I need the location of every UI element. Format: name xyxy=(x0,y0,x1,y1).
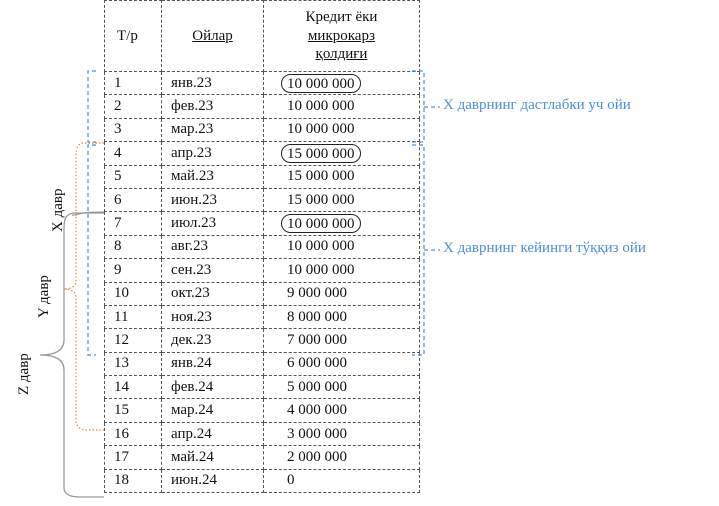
row-balance-cell xyxy=(264,399,420,422)
row-number: 15 xyxy=(105,399,162,422)
row-number: 11 xyxy=(105,305,162,328)
header-balance-line3: қолдиғи xyxy=(315,46,368,63)
row-month: апр.23 xyxy=(162,142,264,165)
row-number: 8 xyxy=(105,235,162,258)
balance-value: 6 000 000 xyxy=(287,355,347,372)
table-header-row xyxy=(105,1,420,72)
table-row xyxy=(105,352,420,375)
row-number: 2 xyxy=(105,95,162,118)
row-month: июл.23 xyxy=(162,212,264,235)
table-row xyxy=(105,142,420,165)
x-period-label: X давр xyxy=(50,188,66,232)
row-number: 6 xyxy=(105,188,162,211)
row-month: мар.24 xyxy=(162,399,264,422)
row-number: 10 xyxy=(105,282,162,305)
row-balance-cell xyxy=(264,469,420,492)
header-months xyxy=(162,1,264,72)
z-period-label: Z давр xyxy=(16,353,32,395)
row-number: 4 xyxy=(105,142,162,165)
balance-value: 15 000 000 xyxy=(287,191,355,208)
balance-value: 9 000 000 xyxy=(287,285,347,302)
row-month: окт.23 xyxy=(162,282,264,305)
balance-value: 5 000 000 xyxy=(287,378,347,395)
balance-value: 10 000 000 xyxy=(287,121,355,138)
row-number: 3 xyxy=(105,118,162,141)
row-month: июн.24 xyxy=(162,469,264,492)
row-month: май.23 xyxy=(162,165,264,188)
table-row xyxy=(105,422,420,445)
row-month: сен.23 xyxy=(162,259,264,282)
row-number: 14 xyxy=(105,376,162,399)
row-number: 1 xyxy=(105,72,162,95)
row-balance-cell xyxy=(264,72,420,95)
row-balance-cell xyxy=(264,446,420,469)
circled-balance-value: 15 000 000 xyxy=(281,144,361,163)
x-first-three-note: X даврнинг дастлабки уч ойи xyxy=(443,97,631,113)
circled-balance-value: 10 000 000 xyxy=(281,214,361,233)
table-row xyxy=(105,118,420,141)
y-period-label: Y давр xyxy=(36,275,52,318)
header-number: Т/р xyxy=(105,1,162,72)
balance-value: 15 000 000 xyxy=(287,168,355,185)
balance-value: 2 000 000 xyxy=(287,448,347,465)
table-row xyxy=(105,212,420,235)
table-body xyxy=(105,72,420,493)
row-balance-cell xyxy=(264,305,420,328)
row-balance-cell xyxy=(264,95,420,118)
row-month: янв.24 xyxy=(162,352,264,375)
row-number: 7 xyxy=(105,212,162,235)
row-month: апр.24 xyxy=(162,422,264,445)
balance-value: 0 xyxy=(287,472,295,489)
row-balance-cell xyxy=(264,212,420,235)
row-balance-cell xyxy=(264,282,420,305)
table-row xyxy=(105,329,420,352)
table-row xyxy=(105,282,420,305)
z-period-bracket xyxy=(40,213,104,497)
table-row xyxy=(105,259,420,282)
table-row xyxy=(105,165,420,188)
table-row xyxy=(105,235,420,258)
row-balance-cell xyxy=(264,188,420,211)
y-period-bracket xyxy=(64,143,104,430)
circled-balance-value: 10 000 000 xyxy=(281,74,361,93)
x-period-bracket xyxy=(72,212,104,215)
header-balance-line1: Кредит ёки xyxy=(305,8,378,25)
balance-value: 7 000 000 xyxy=(287,331,347,348)
row-number: 17 xyxy=(105,446,162,469)
row-month: фев.24 xyxy=(162,376,264,399)
row-balance-cell xyxy=(264,376,420,399)
table-row xyxy=(105,376,420,399)
row-month: ноя.23 xyxy=(162,305,264,328)
row-balance-cell xyxy=(264,329,420,352)
row-month: мар.23 xyxy=(162,118,264,141)
row-month: авг.23 xyxy=(162,235,264,258)
table-row xyxy=(105,469,420,492)
row-number: 16 xyxy=(105,422,162,445)
balance-value: 10 000 000 xyxy=(287,261,355,278)
row-balance-cell xyxy=(264,259,420,282)
balance-value: 4 000 000 xyxy=(287,402,347,419)
row-month: май.24 xyxy=(162,446,264,469)
row-balance-cell xyxy=(264,118,420,141)
header-balance xyxy=(264,1,420,72)
row-number: 5 xyxy=(105,165,162,188)
table-row xyxy=(105,399,420,422)
row-number: 18 xyxy=(105,469,162,492)
row-month: июн.23 xyxy=(162,188,264,211)
table-row xyxy=(105,72,420,95)
balance-value: 3 000 000 xyxy=(287,425,347,442)
row-number: 12 xyxy=(105,329,162,352)
row-balance-cell xyxy=(264,235,420,258)
table-row xyxy=(105,446,420,469)
x-next-nine-note: X даврнинг кейинги тўққиз ойи xyxy=(443,240,646,256)
balance-value: 10 000 000 xyxy=(287,98,355,115)
row-balance-cell xyxy=(264,142,420,165)
table-row xyxy=(105,95,420,118)
row-month: дек.23 xyxy=(162,329,264,352)
balance-value: 10 000 000 xyxy=(287,238,355,255)
credit-balance-table xyxy=(104,0,420,493)
balance-value: 8 000 000 xyxy=(287,308,347,325)
row-month: фев.23 xyxy=(162,95,264,118)
row-number: 13 xyxy=(105,352,162,375)
row-balance-cell xyxy=(264,165,420,188)
header-balance-line2: микрокарз xyxy=(307,27,376,44)
row-number: 9 xyxy=(105,259,162,282)
table-row xyxy=(105,188,420,211)
row-balance-cell xyxy=(264,352,420,375)
header-months-label: Ойлар xyxy=(192,27,233,44)
row-balance-cell xyxy=(264,422,420,445)
row-month: янв.23 xyxy=(162,72,264,95)
table-row xyxy=(105,305,420,328)
